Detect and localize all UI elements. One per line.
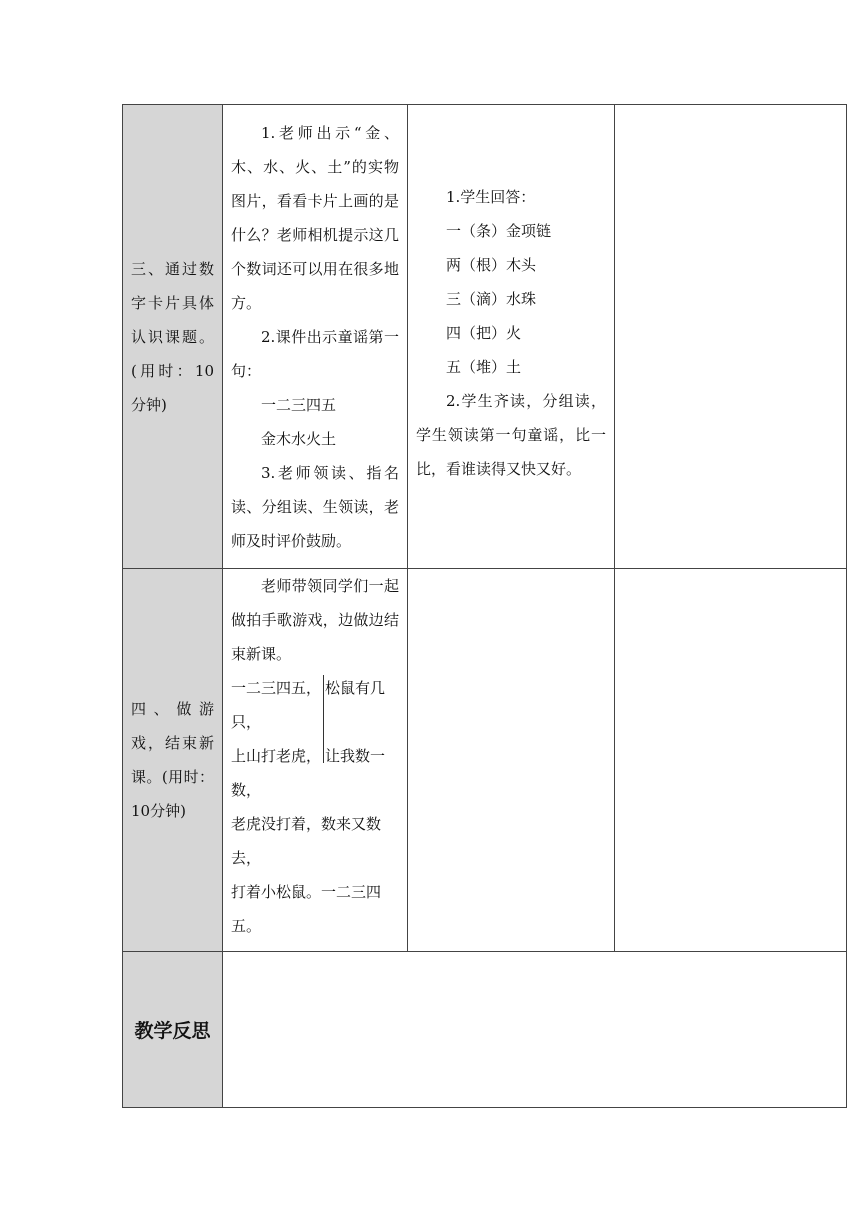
student-answer-1: 一（条）金项链 xyxy=(446,221,552,240)
table-row-stage-3 xyxy=(123,105,847,569)
stage-label-3: 三、通过数字卡片具体认识课题。(用时：10分钟) xyxy=(131,259,214,414)
stage-label-4: 四、做游戏，结束新课。(用时：10分钟) xyxy=(131,700,214,820)
student-activity-cell-3 xyxy=(408,105,615,569)
teacher-step-1: 1.老师出示“金、木、水、火、土”的实物图片，看看卡片上画的是什么？老师相机提示这几个数词还可以用在很多地方。 xyxy=(231,123,399,312)
reflection-label-cell xyxy=(123,952,223,1108)
student-step-1: 1.学生回答： xyxy=(446,187,536,206)
song-line-1-left: 一二三四五， xyxy=(231,679,322,697)
notes-cell-4 xyxy=(615,569,847,952)
rhyme-line-1: 一二三四五 xyxy=(261,395,337,414)
stage-cell-3 xyxy=(123,105,223,569)
clapping-song xyxy=(231,671,399,943)
reflection-title: 教学反思 xyxy=(134,1020,211,1042)
table-row-stage-4 xyxy=(123,569,847,952)
student-answer-3: 三（滴）水珠 xyxy=(446,289,537,308)
student-answer-2: 两（根）木头 xyxy=(446,255,537,274)
song-line-2-cont: 数， xyxy=(231,781,262,799)
song-line-4-cont: 五。 xyxy=(231,917,262,935)
rhyme-line-2: 金木水火土 xyxy=(261,429,337,448)
game-intro: 老师带领同学们一起做拍手歌游戏，边做边结束新课。 xyxy=(231,577,399,663)
student-answer-4: 四（把）火 xyxy=(446,323,522,342)
song-line-4: 打着小松鼠。一二三四 xyxy=(231,883,382,901)
student-step-2: 2.学生齐读，分组读，学生领读第一句童谣，比一比，看谁读得又快又好。 xyxy=(416,391,606,478)
reflection-content-cell xyxy=(223,952,847,1108)
teacher-activity-cell-3 xyxy=(223,105,408,569)
song-line-3-cont: 去， xyxy=(231,849,262,867)
teacher-step-3: 3.老师领读、指名读、分组读、生领读，老师及时评价鼓励。 xyxy=(231,463,399,550)
stage-cell-4 xyxy=(123,569,223,952)
notes-cell-3 xyxy=(615,105,847,569)
song-line-1-right: 松鼠有几 xyxy=(325,679,386,697)
song-line-2-left: 上山打老虎， xyxy=(231,747,322,765)
teacher-activity-cell-4 xyxy=(223,569,408,952)
song-line-2-right: 让我数一 xyxy=(325,747,386,765)
song-line-3: 老虎没打着，数来又数 xyxy=(231,815,382,833)
student-activity-cell-4 xyxy=(408,569,615,952)
student-answer-5: 五（堆）土 xyxy=(446,357,522,376)
song-line-1-cont: 只， xyxy=(231,713,262,731)
lesson-plan-table xyxy=(122,104,847,1108)
table-row-reflection xyxy=(123,952,847,1108)
teacher-step-2: 2.课件出示童谣第一句： xyxy=(231,327,399,380)
